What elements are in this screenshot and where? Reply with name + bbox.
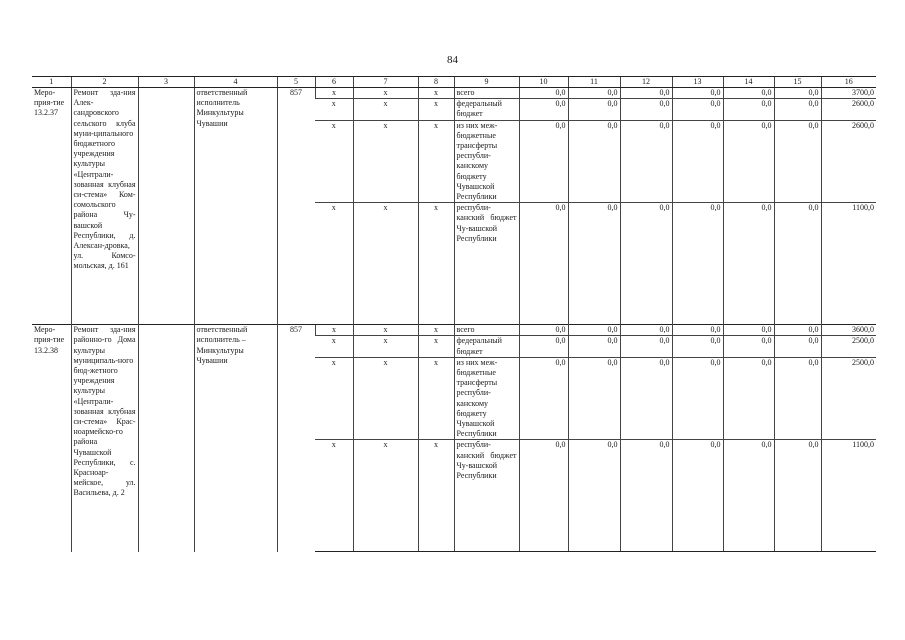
- code-cell: x: [353, 325, 418, 336]
- code-cell: x: [353, 99, 418, 120]
- value-cell: 0,0: [620, 325, 672, 336]
- value-cell: 0,0: [774, 88, 821, 99]
- value-cell: 0,0: [568, 99, 620, 120]
- column-header: 2: [71, 77, 138, 88]
- value-cell: 2500,0: [821, 336, 876, 357]
- value-cell: 0,0: [672, 88, 723, 99]
- column-header: 5: [277, 77, 315, 88]
- value-cell: 0,0: [723, 357, 774, 440]
- funding-source-cell: из них меж-бюджетные трансферты республи-канскому бюджету Чувашской Республики: [454, 357, 519, 440]
- column-header: 12: [620, 77, 672, 88]
- funding-source-cell: республи-канский бюджет Чу-вашской Республики: [454, 440, 519, 552]
- code-cell: x: [315, 120, 353, 203]
- value-cell: 0,0: [620, 88, 672, 99]
- value-cell: 2500,0: [821, 357, 876, 440]
- value-cell: 0,0: [568, 440, 620, 552]
- column-header: 7: [353, 77, 418, 88]
- funding-source-cell: федеральный бюджет: [454, 99, 519, 120]
- column-header: 10: [519, 77, 568, 88]
- executor-cell: ответственный исполнитель Минкультуры Чувашии: [194, 88, 277, 325]
- value-cell: 0,0: [519, 336, 568, 357]
- value-cell: 0,0: [723, 440, 774, 552]
- value-cell: 0,0: [620, 440, 672, 552]
- code-cell: x: [418, 99, 454, 120]
- value-cell: 0,0: [672, 336, 723, 357]
- code-cell: 857: [277, 325, 315, 552]
- code-cell: x: [315, 357, 353, 440]
- value-cell: 0,0: [620, 336, 672, 357]
- value-cell: 0,0: [519, 357, 568, 440]
- code-cell: x: [353, 336, 418, 357]
- table-row: [32, 325, 876, 336]
- value-cell: 0,0: [620, 99, 672, 120]
- value-cell: 0,0: [672, 325, 723, 336]
- value-cell: 0,0: [519, 203, 568, 325]
- table-header: [32, 77, 876, 88]
- value-cell: 0,0: [774, 203, 821, 325]
- code-cell: x: [418, 357, 454, 440]
- table-body: [32, 88, 876, 552]
- code-cell: x: [353, 88, 418, 99]
- code-cell: x: [353, 203, 418, 325]
- value-cell: 0,0: [519, 440, 568, 552]
- code-cell: 857: [277, 88, 315, 325]
- column-header: 13: [672, 77, 723, 88]
- table-row: [32, 88, 876, 99]
- code-cell: x: [418, 120, 454, 203]
- column-header: 14: [723, 77, 774, 88]
- value-cell: 0,0: [774, 120, 821, 203]
- value-cell: 0,0: [723, 99, 774, 120]
- value-cell: 0,0: [672, 99, 723, 120]
- code-cell: x: [315, 440, 353, 552]
- value-cell: 0,0: [723, 120, 774, 203]
- column-header: 4: [194, 77, 277, 88]
- funding-source-cell: всего: [454, 325, 519, 336]
- code-cell: x: [315, 203, 353, 325]
- page-number: 84: [447, 54, 458, 66]
- value-cell: 0,0: [568, 88, 620, 99]
- value-cell: 1100,0: [821, 440, 876, 552]
- event-id-cell: Меро-прия-тие 13.2.37: [32, 88, 71, 325]
- value-cell: 0,0: [774, 99, 821, 120]
- code-cell: x: [315, 88, 353, 99]
- executor-cell: ответственный исполнитель – Минкультуры Чувашии: [194, 325, 277, 552]
- value-cell: 2600,0: [821, 99, 876, 120]
- code-cell: x: [315, 325, 353, 336]
- column-header: 1: [32, 77, 71, 88]
- column-header: 15: [774, 77, 821, 88]
- code-cell: x: [315, 336, 353, 357]
- value-cell: 0,0: [519, 88, 568, 99]
- budget-table: [32, 76, 876, 552]
- empty-cell: [138, 325, 194, 552]
- value-cell: 0,0: [568, 203, 620, 325]
- value-cell: 0,0: [620, 120, 672, 203]
- funding-source-cell: из них меж-бюджетные трансферты республи-канскому бюджету Чувашской Республики: [454, 120, 519, 203]
- value-cell: 0,0: [620, 357, 672, 440]
- value-cell: 2600,0: [821, 120, 876, 203]
- value-cell: 0,0: [774, 357, 821, 440]
- code-cell: x: [418, 88, 454, 99]
- column-header: 11: [568, 77, 620, 88]
- value-cell: 3700,0: [821, 88, 876, 99]
- event-name-cell: Ремонт зда-ния Алек-сандровского сельского клуба муни-ципального бюджетного учреждения культуры «Централи-зованная клубная си-стема» Ком-сомольского района Чу-вашской Республики, д. Алексан-дровка, ул. Комсо-мольская, д. 161: [71, 88, 138, 325]
- code-cell: x: [418, 440, 454, 552]
- column-header: 16: [821, 77, 876, 88]
- code-cell: x: [418, 336, 454, 357]
- event-name-cell: Ремонт зда-ния районно-го Дома культуры муниципаль-ного бюд-жетного учреждения культуры «Централи-зованная клубная си-стема» Крас-ноармейско-го района Чувашской Республики, с. Красноар-мейское, ул. Васильева, д. 2: [71, 325, 138, 552]
- value-cell: 0,0: [723, 336, 774, 357]
- value-cell: 0,0: [672, 357, 723, 440]
- value-cell: 0,0: [774, 440, 821, 552]
- value-cell: 0,0: [519, 120, 568, 203]
- value-cell: 0,0: [723, 325, 774, 336]
- value-cell: 1100,0: [821, 203, 876, 325]
- value-cell: 3600,0: [821, 325, 876, 336]
- event-id-cell: Меро-прия-тие 13.2.38: [32, 325, 71, 552]
- value-cell: 0,0: [723, 203, 774, 325]
- code-cell: x: [353, 357, 418, 440]
- code-cell: x: [418, 325, 454, 336]
- value-cell: 0,0: [723, 88, 774, 99]
- value-cell: 0,0: [568, 357, 620, 440]
- empty-cell: [138, 88, 194, 325]
- value-cell: 0,0: [672, 120, 723, 203]
- column-header: 6: [315, 77, 353, 88]
- column-header: 3: [138, 77, 194, 88]
- code-cell: x: [353, 120, 418, 203]
- value-cell: 0,0: [774, 325, 821, 336]
- value-cell: 0,0: [672, 440, 723, 552]
- value-cell: 0,0: [568, 325, 620, 336]
- value-cell: 0,0: [568, 120, 620, 203]
- funding-source-cell: всего: [454, 88, 519, 99]
- value-cell: 0,0: [672, 203, 723, 325]
- value-cell: 0,0: [568, 336, 620, 357]
- value-cell: 0,0: [620, 203, 672, 325]
- funding-source-cell: республи-канский бюджет Чу-вашской Республики: [454, 203, 519, 325]
- column-header: 9: [454, 77, 519, 88]
- value-cell: 0,0: [519, 325, 568, 336]
- funding-source-cell: федеральный бюджет: [454, 336, 519, 357]
- code-cell: x: [418, 203, 454, 325]
- code-cell: x: [353, 440, 418, 552]
- column-header: 8: [418, 77, 454, 88]
- code-cell: x: [315, 99, 353, 120]
- value-cell: 0,0: [774, 336, 821, 357]
- value-cell: 0,0: [519, 99, 568, 120]
